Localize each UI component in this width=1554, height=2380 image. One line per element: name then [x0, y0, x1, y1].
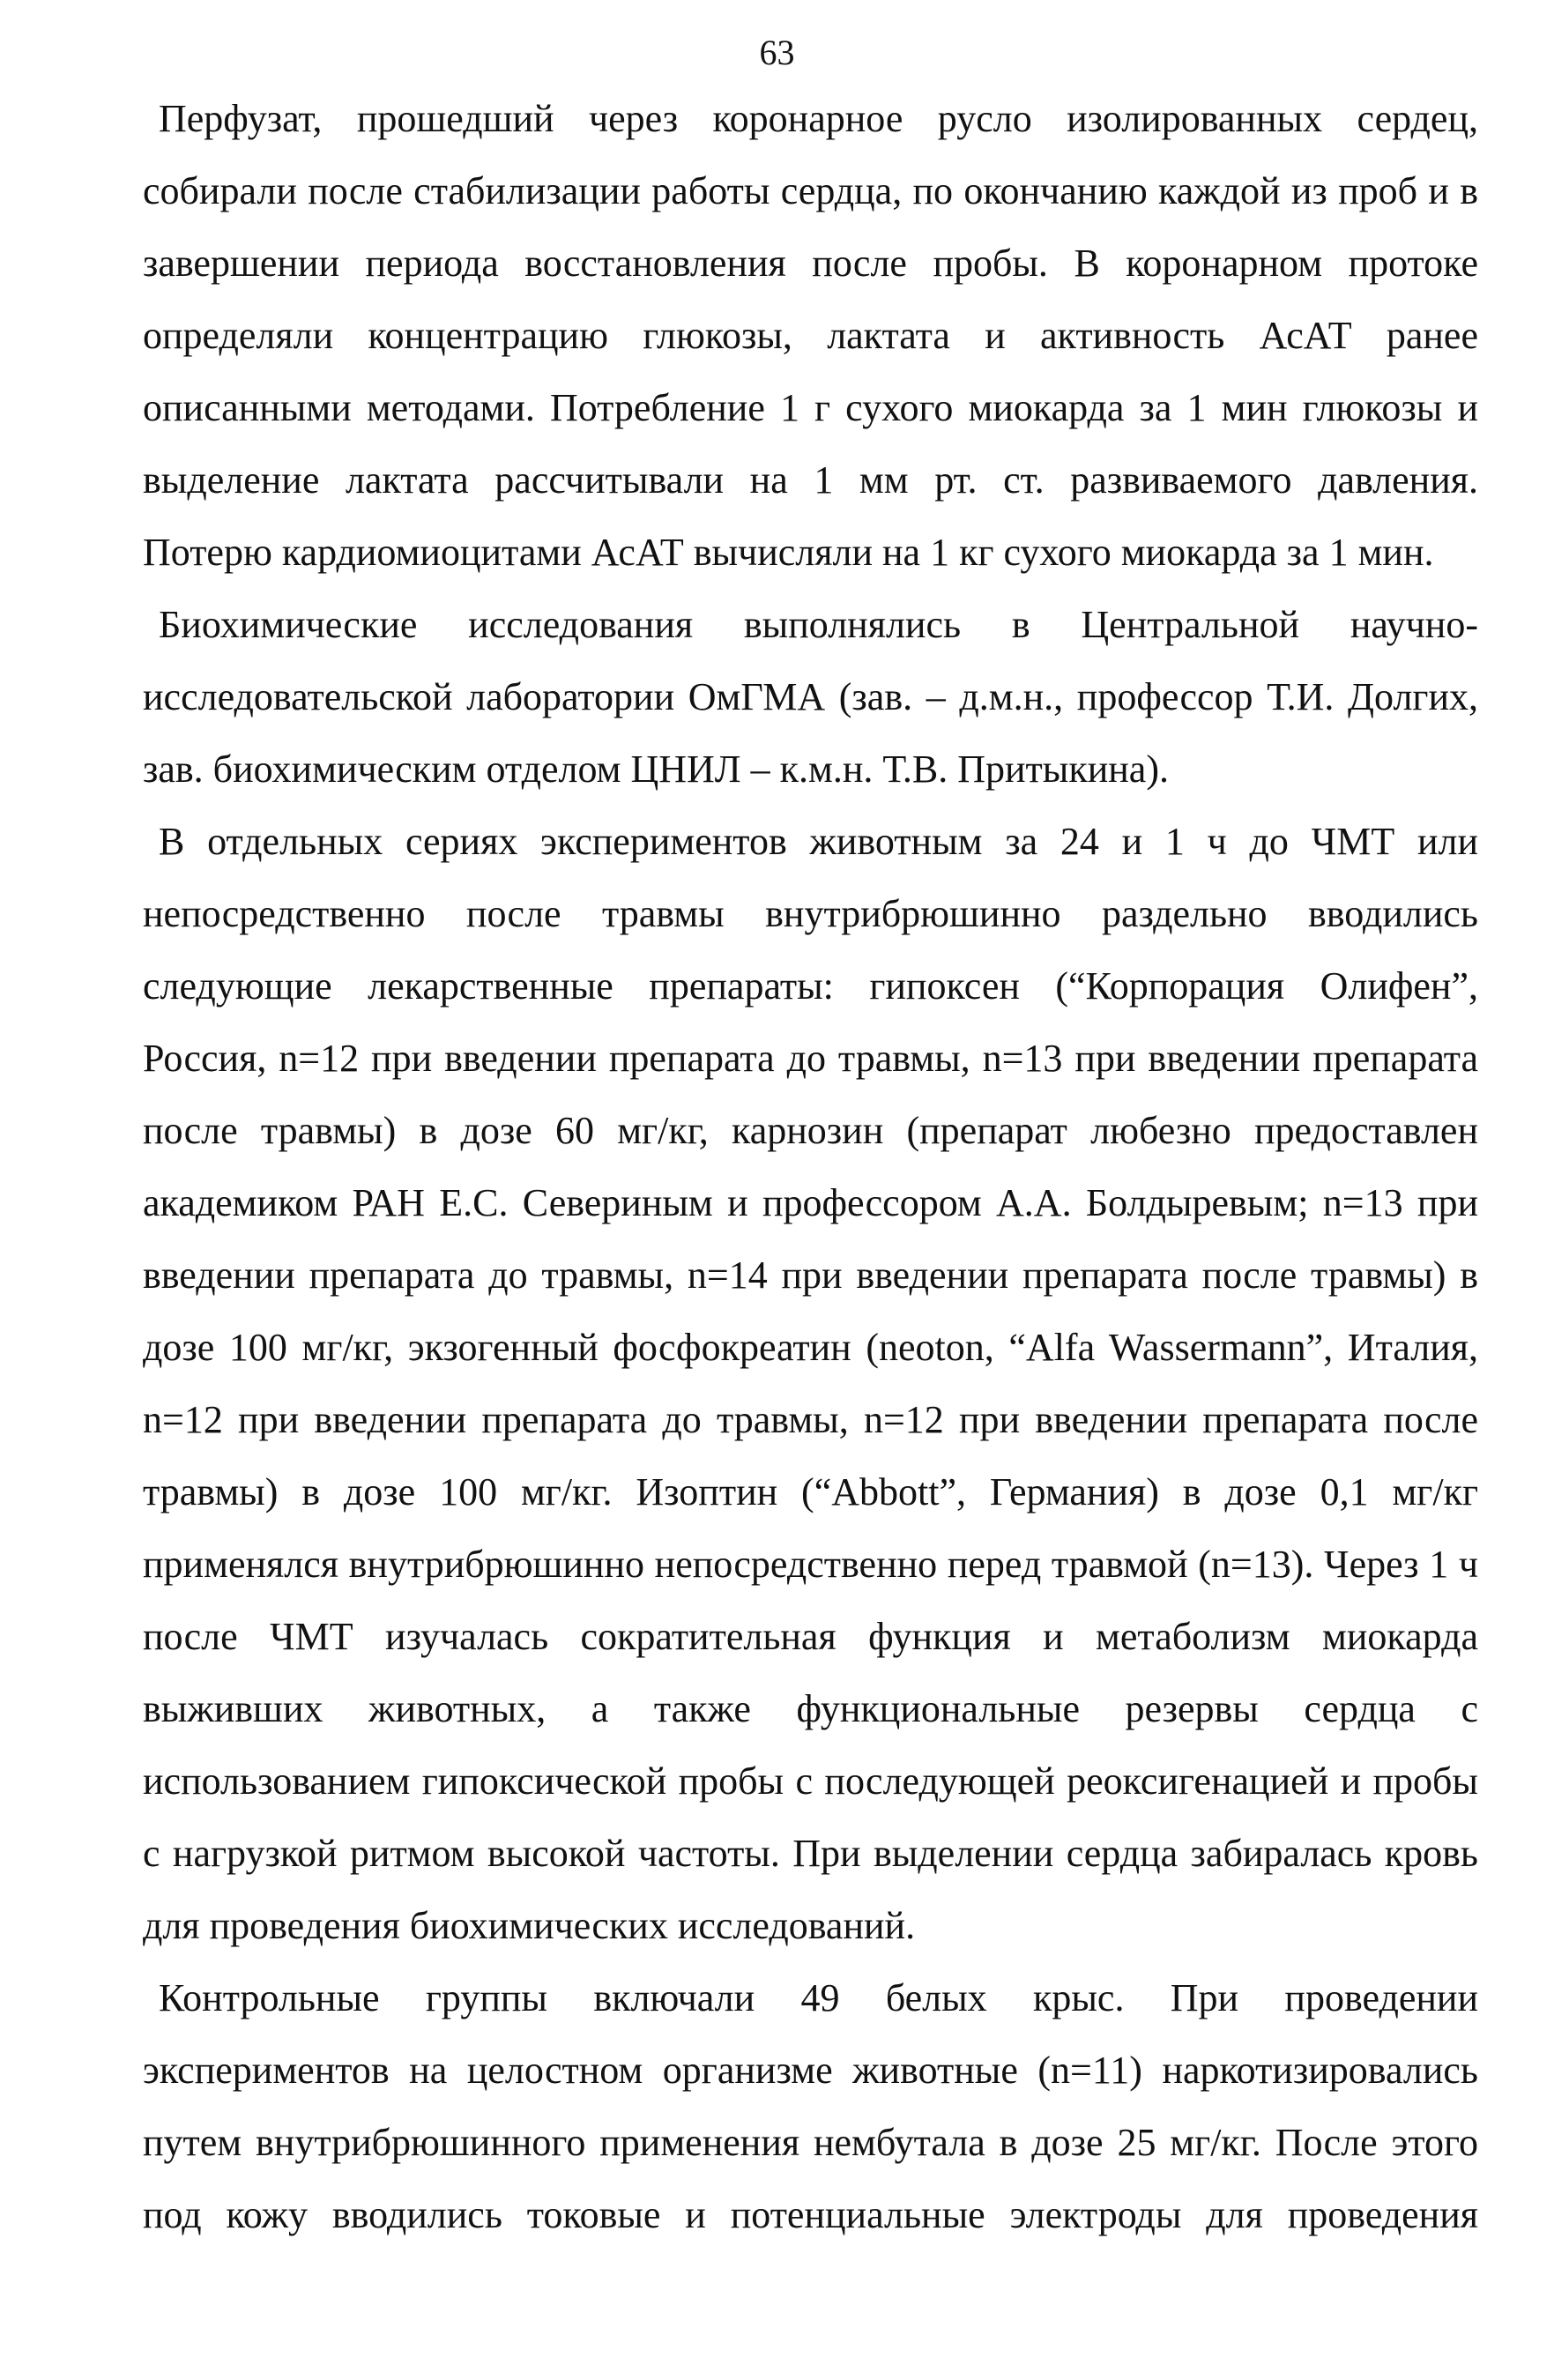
text-line: n=12 при введении препарата до травмы, n=12 при введении препарата после: [143, 1398, 1478, 1441]
text-line: травмы) в дозе 100 мг/кг. Изоптин (“Abbott”, Германия) в дозе 0,1 мг/кг: [143, 1470, 1478, 1514]
text-line: описанными методами. Потребление 1 г сухого миокарда за 1 мин глюкозы и: [143, 386, 1478, 429]
text-line: введении препарата до травмы, n=14 при введении препарата после травмы) в: [143, 1253, 1478, 1297]
text-line: для проведения биохимических исследований.: [143, 1904, 916, 1947]
text-line: исследовательской лаборатории ОмГМА (зав. – д.м.н., профессор Т.И. Долгих,: [143, 675, 1478, 718]
text-line: В отдельных сериях экспериментов животным за 24 и 1 ч до ЧМТ или: [159, 820, 1478, 863]
text-line: путем внутрибрюшинного применения нембутала в дозе 25 мг/кг. После этого: [143, 2121, 1478, 2164]
paragraph-biochemistry-lab: [143, 589, 1478, 806]
text-line: завершении периода восстановления после пробы. В коронарном протоке: [143, 242, 1478, 285]
text-line: зав. биохимическим отделом ЦНИЛ – к.м.н. Т.В. Притыкина).: [143, 747, 1169, 791]
text-line: применялся внутрибрюшинно непосредственно перед травмой (n=13). Через 1 ч: [143, 1543, 1478, 1586]
text-line: Потерю кардиомиоцитами АсАТ вычисляли на 1 кг сухого миокарда за 1 мин.: [143, 531, 1434, 574]
paragraph-perfusate: [143, 83, 1478, 589]
text-line: под кожу вводились токовые и потенциальные электроды для проведения: [143, 2193, 1478, 2236]
text-line: академиком РАН Е.С. Севериным и профессором А.А. Болдыревым; n=13 при: [143, 1181, 1478, 1224]
text-line: после травмы) в дозе 60 мг/кг, карнозин (препарат любезно предоставлен: [143, 1109, 1478, 1152]
text-line: следующие лекарственные препараты: гипоксен (“Корпорация Олифен”,: [143, 964, 1478, 1008]
text-line: с нагрузкой ритмом высокой частоты. При выделении сердца забиралась кровь: [143, 1832, 1478, 1875]
page-number: 63: [759, 33, 795, 72]
paragraph-drug-series: [143, 806, 1478, 1962]
text-line: Контрольные группы включали 49 белых крыс. При проведении: [159, 1976, 1478, 2019]
body-text: [143, 83, 1478, 2251]
text-line: Биохимические исследования выполнялись в Центральной научно-: [159, 603, 1478, 646]
text-line: определяли концентрацию глюкозы, лактата и активность АсАТ ранее: [143, 314, 1478, 357]
text-line: непосредственно после травмы внутрибрюшинно раздельно вводились: [143, 892, 1478, 935]
text-line: после ЧМТ изучалась сократительная функция и метаболизм миокарда: [143, 1615, 1478, 1658]
text-line: Россия, n=12 при введении препарата до травмы, n=13 при введении препарата: [143, 1037, 1478, 1080]
text-line: выживших животных, а также функциональные резервы сердца с: [143, 1687, 1478, 1730]
text-line: выделение лактата рассчитывали на 1 мм рт. ст. развиваемого давления.: [143, 458, 1478, 502]
text-line: собирали после стабилизации работы сердца, по окончанию каждой из проб и в: [143, 169, 1478, 212]
paragraph-control-groups: [143, 1962, 1478, 2251]
text-line: экспериментов на целостном организме животные (n=11) наркотизировались: [143, 2049, 1478, 2092]
text-line: использованием гипоксической пробы с последующей реоксигенацией и пробы: [143, 1759, 1478, 1803]
text-line: дозе 100 мг/кг, экзогенный фосфокреатин (neoton, “Alfa Wassermann”, Италия,: [143, 1326, 1478, 1369]
text-line: Перфузат, прошедший через коронарное русло изолированных сердец,: [159, 97, 1478, 140]
